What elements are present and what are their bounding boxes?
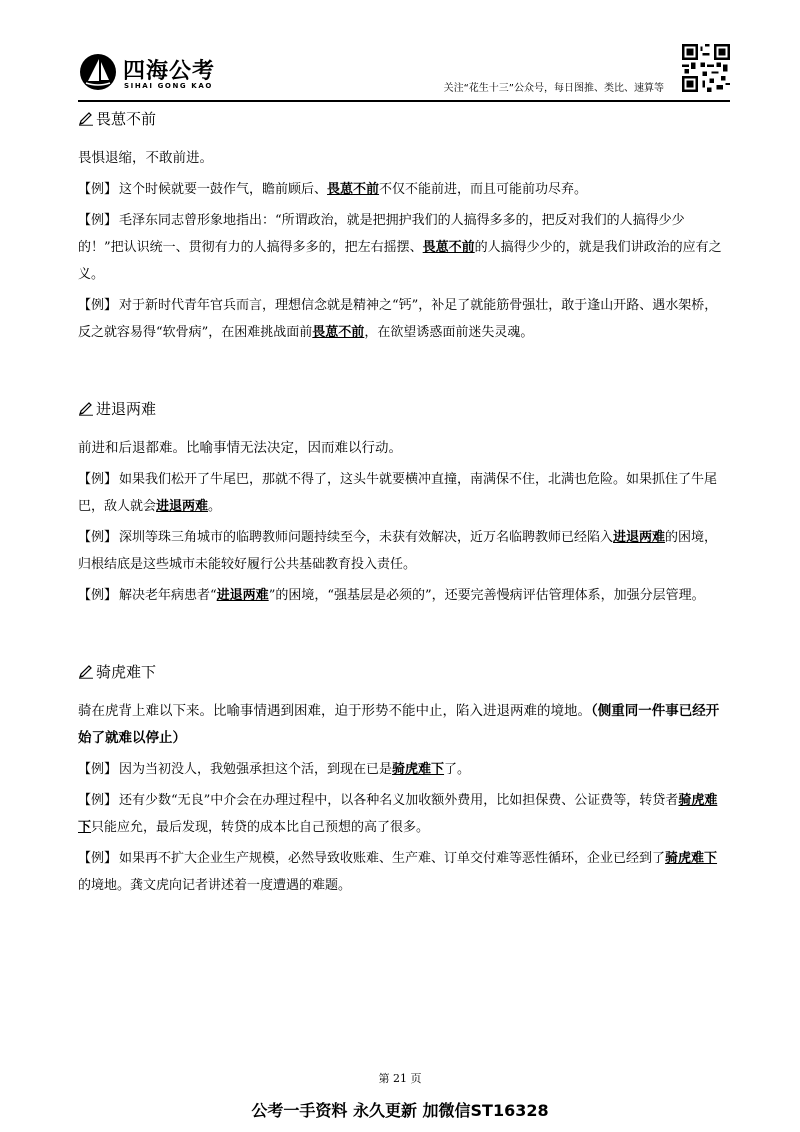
- idiom-entry-title: [78, 398, 728, 419]
- idiom-highlight: 进退两难: [613, 530, 666, 545]
- sailboat-logo-icon: [78, 52, 118, 92]
- idiom-definition: 前进和后退都难。比喻事情无法决定，因而难以行动。: [78, 440, 402, 456]
- page-header: [78, 40, 730, 102]
- example-sentence: 【例】 深圳等珠三角城市的临聘教师问题持续至今，未获有效解决，近万名临聘教师已经陷入进退两难的困境，归根结底是这些城市未能较好履行公共基础教育投入责任。: [78, 530, 718, 572]
- idiom-highlight: 畏葸不前: [422, 240, 475, 255]
- idiom-entry: [78, 661, 728, 899]
- idiom-highlight: 骑虎难下: [78, 793, 718, 835]
- idiom-highlight: 进退两难: [216, 588, 269, 603]
- header-tagline: 关注“花生十三”公众号，每日图推、类比、速算等: [443, 83, 664, 94]
- pencil-icon: [78, 112, 94, 126]
- idiom-highlight: 骑虎难下: [665, 851, 718, 866]
- idiom-entries: [78, 108, 728, 903]
- idiom-entry: [78, 108, 728, 346]
- idiom-highlight: 进退两难: [156, 499, 209, 514]
- page-number: 第 21 页: [378, 1072, 422, 1085]
- brand-pinyin: SIHAI GONG KAO: [124, 82, 213, 90]
- example-sentence: 【例】 还有少数“无良”中介会在办理过程中，以各种名义加收额外费用，比如担保费、公证费等，转贷者骑虎难下只能应允，最后发现，转贷的成本比自己预想的高了很多。: [78, 793, 718, 835]
- idiom-entry-title: [78, 108, 728, 129]
- qr-code-icon: [682, 44, 730, 92]
- idiom-title-text: 畏葸不前: [96, 110, 157, 128]
- example-sentence: 【例】 对于新时代青年官兵而言，理想信念就是精神之“钙”，补足了就能筋骨强壮，敢于逢山开路、遇水架桥，反之就容易得“软骨病”，在困难挑战面前畏葸不前，在欲望诱惑面前迷失灵魂。: [78, 298, 718, 340]
- footer-banner: 公考一手资料 永久更新 加微信ST16328: [251, 1101, 549, 1120]
- idiom-entry-title: [78, 661, 728, 682]
- example-sentence: 【例】 解决老年病患者“进退两难”的困境，“强基层是必须的”，还要完善慢病评估管理体系，加强分层管理。: [78, 588, 705, 603]
- idiom-entry: [78, 398, 728, 609]
- idiom-definition: 畏惧退缩，不敢前进。: [78, 150, 213, 166]
- idiom-highlight: 骑虎难下: [392, 762, 445, 777]
- example-sentence: 【例】 毛泽东同志曾形象地指出：“所谓政治，就是把拥护我们的人搞得多多的，把反对我们的人搞得少少的！”把认识统一、贯彻有力的人搞得多多的，把左右摇摆、畏葸不前的人搞得少少的，就是我们讲政治的应有之义。: [78, 213, 722, 282]
- idiom-definition: 骑在虎背上难以下来。比喻事情遇到困难，迫于形势不能中止，陷入进退两难的境地。（侧重同一件事已经开始了就难以停止）: [78, 703, 720, 746]
- usage-note: （侧重同一件事已经开始了就难以停止）: [78, 703, 720, 746]
- pencil-icon: [78, 402, 94, 416]
- pencil-icon: [78, 665, 94, 679]
- idiom-highlight: 畏葸不前: [327, 182, 380, 197]
- example-sentence: 【例】 这个时候就要一鼓作气，瞻前顾后、畏葸不前不仅不能前进，而且可能前功尽弃。: [78, 182, 588, 197]
- example-sentence: 【例】 如果再不扩大企业生产规模，必然导致收账难、生产难、订单交付难等恶性循环，企业已经到了骑虎难下的境地。龚文虎向记者讲述着一度遭遇的难题。: [78, 851, 718, 893]
- idiom-title-text: 骑虎难下: [96, 663, 157, 681]
- brand-name: 四海公考: [123, 59, 216, 84]
- idiom-highlight: 畏葸不前: [312, 325, 365, 340]
- header-divider: [78, 100, 730, 102]
- idiom-title-text: 进退两难: [96, 400, 157, 418]
- example-sentence: 【例】 因为当初没人，我勉强承担这个活，到现在已是骑虎难下了。: [78, 762, 471, 777]
- example-sentence: 【例】 如果我们松开了牛尾巴，那就不得了，这头牛就要横冲直撞，南满保不住，北满也危险。如果抓住了牛尾巴，敌人就会进退两难。: [78, 472, 718, 514]
